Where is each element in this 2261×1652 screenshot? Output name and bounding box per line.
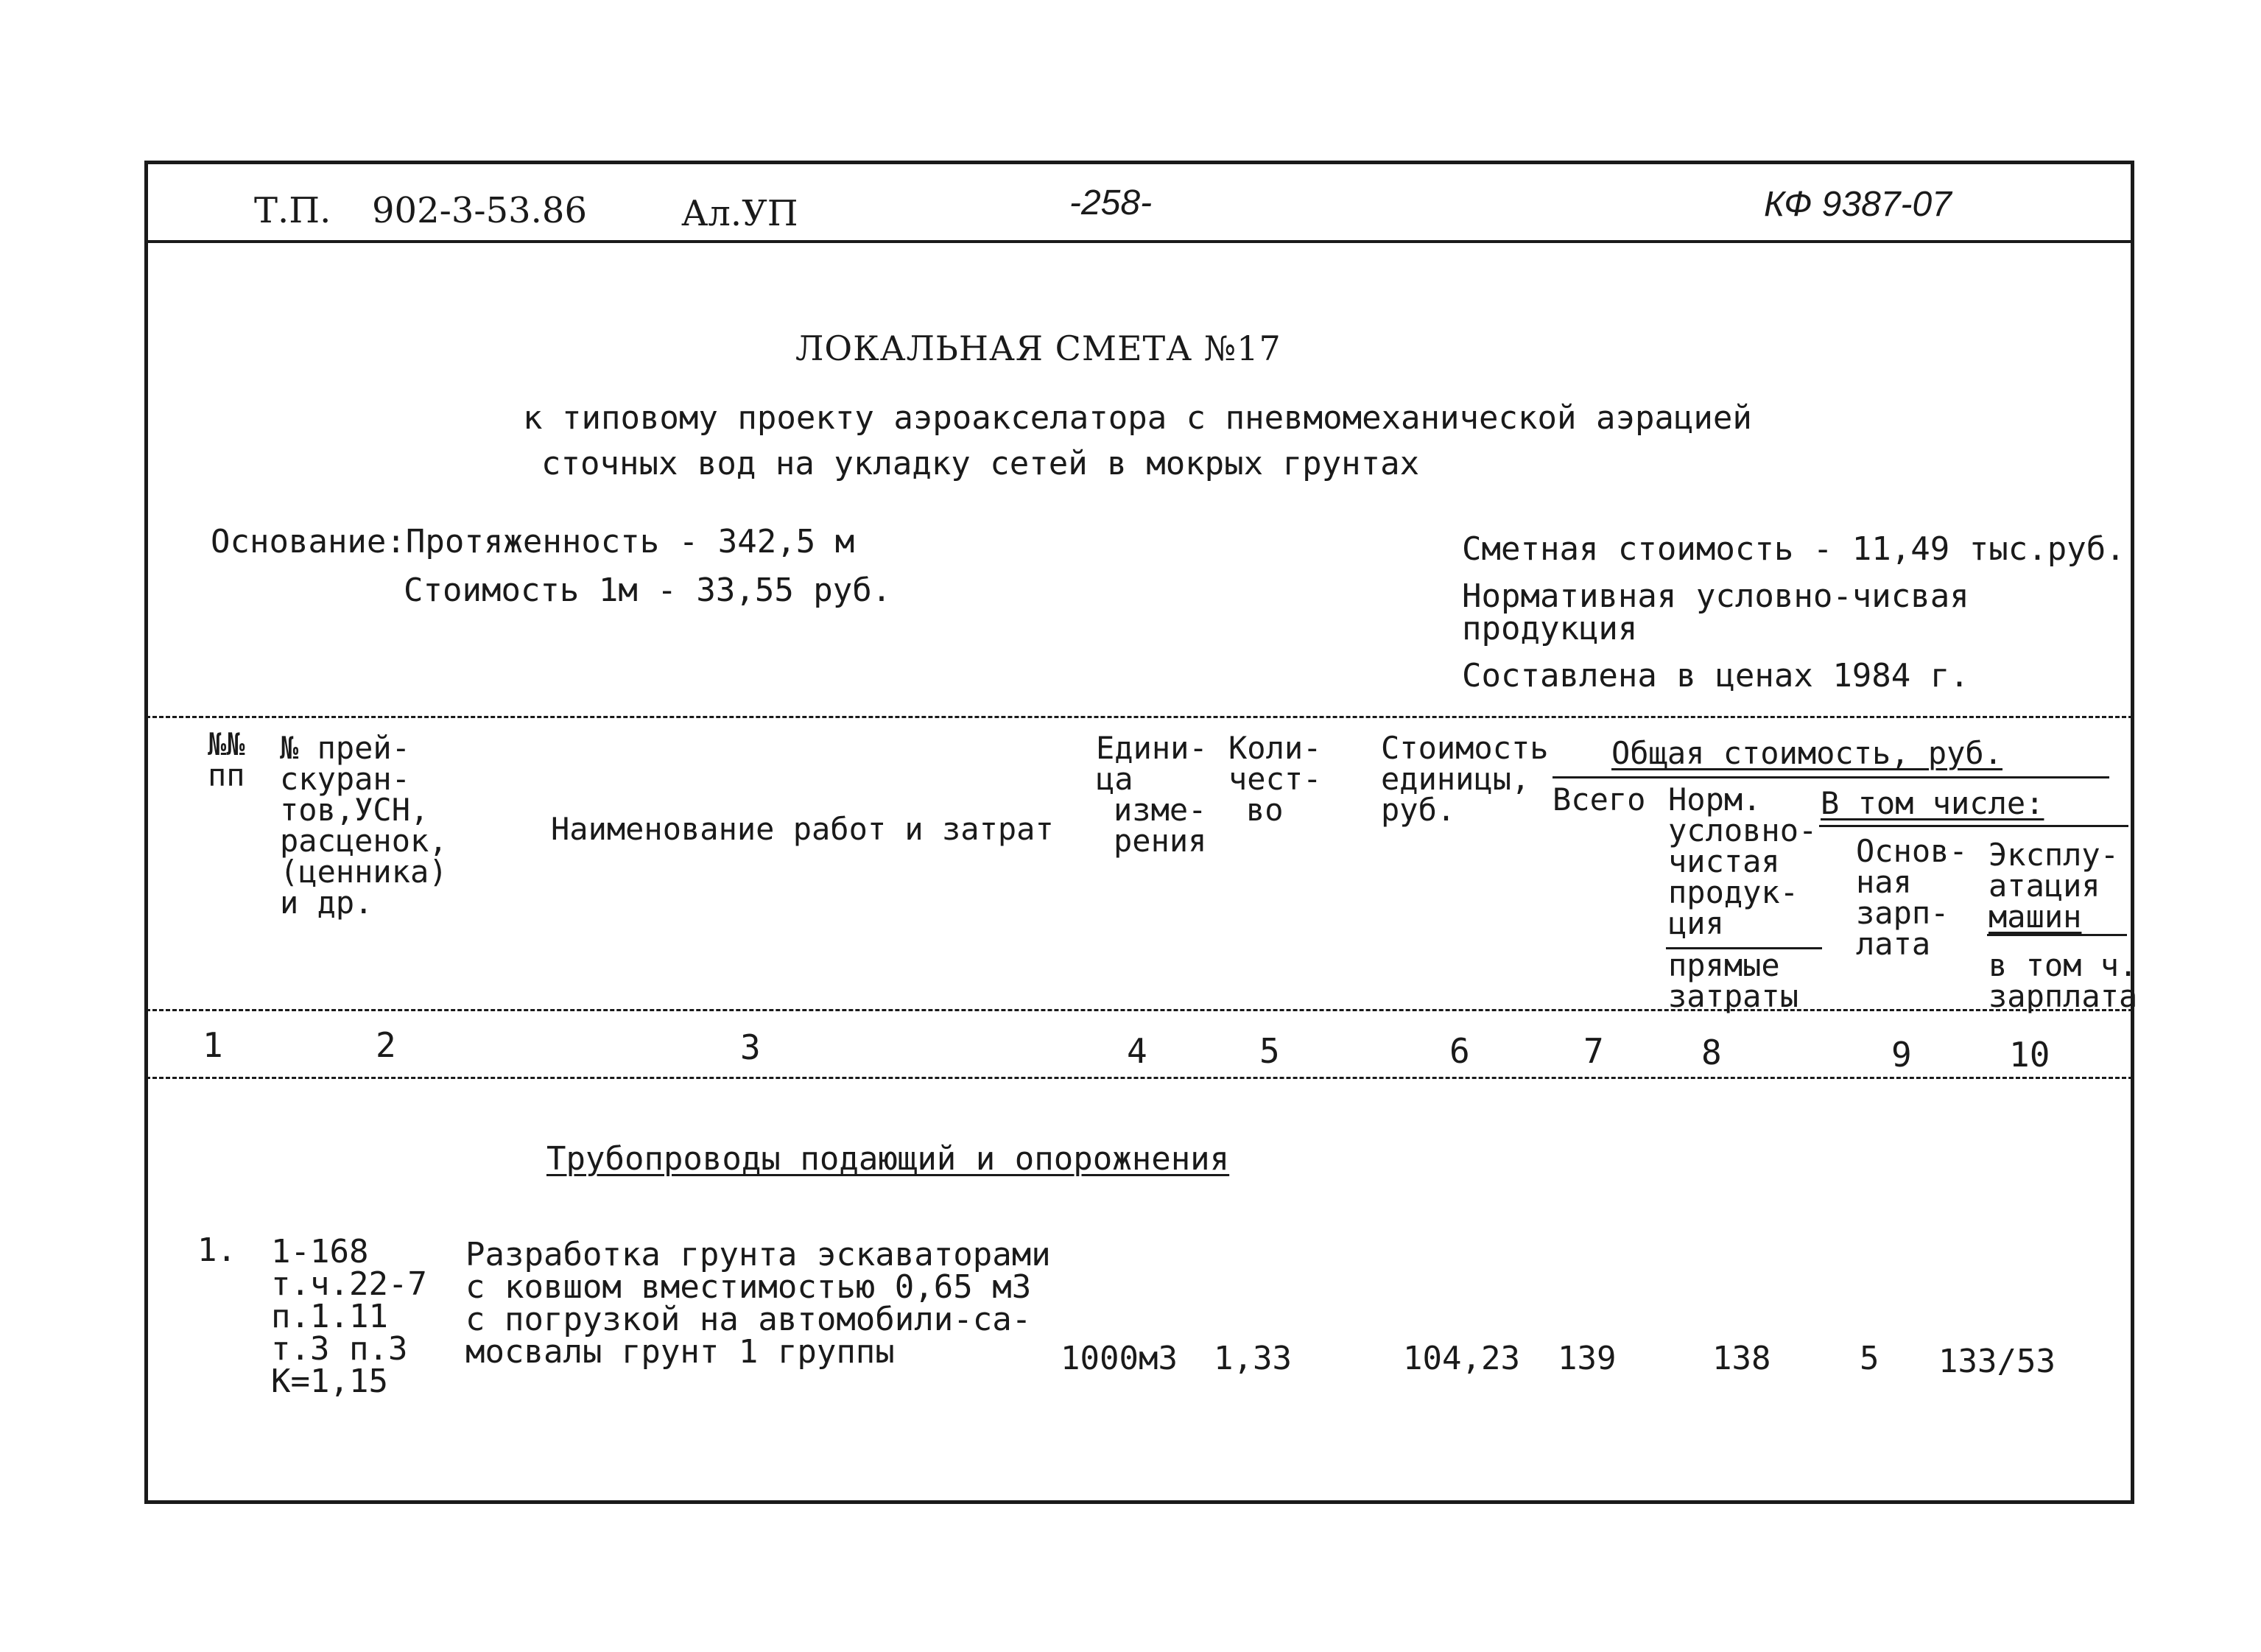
row-direct-costs: 138 — [1712, 1340, 1771, 1377]
col-number-3: 3 — [740, 1027, 761, 1067]
col-header-unit-cost: Стоимость единицы, руб. — [1381, 730, 1549, 828]
col-header-machines: Эксплу- атация машин — [1989, 837, 2120, 935]
row-quantity: 1,33 — [1214, 1340, 1292, 1377]
col-number-1: 1 — [203, 1025, 223, 1065]
row-number: 1. — [197, 1231, 236, 1269]
subtitle-line-1: к типовому проекту аэроакселатора с пневмомеханической аэрацией — [523, 399, 1752, 437]
estimated-cost: Сметная стоимость - 11,49 тыс.руб. — [1462, 530, 2125, 568]
col-number-4: 4 — [1127, 1031, 1147, 1071]
basis-unit-cost: Стоимость 1м - 33,55 руб. — [404, 572, 892, 609]
col-header-quantity: Коли- чест- во — [1228, 730, 1322, 828]
album-label: Ал.УП — [681, 193, 798, 234]
header-bottom-line — [146, 1009, 2133, 1011]
row-work-name: Разработка грунта эскаваторами с ковшом вместимостью 0,65 м3 с погрузкой на автомобили-са- мосвалы грунт 1 группы — [465, 1236, 1051, 1371]
subtitle-line-2: сточных вод на укладку сетей в мокрых грунтах — [541, 445, 1420, 482]
row-reference: 1-168 т.ч.22-7 п.1.11 т.3 п.3 К=1,15 — [271, 1233, 427, 1400]
col-header-normative: Норм. условно- чистая продук- ция — [1668, 781, 1818, 941]
tp-label: Т.П. — [254, 190, 331, 231]
col-header-work-name: Наименование работ и затрат — [551, 811, 1054, 847]
col-header-base-salary: Основ- ная зарп- лата — [1856, 833, 1968, 962]
col-header-direct-costs: прямые затраты — [1668, 947, 1799, 1014]
page-number: -258- — [1069, 183, 1153, 222]
col-number-6: 6 — [1449, 1031, 1470, 1071]
col-header-reference: № прей- скуран- тов,УСН, расценок, (ценника) и др. — [280, 730, 448, 921]
row-machines: 133/53 — [1938, 1343, 2056, 1380]
col-header-no: №№ пп — [208, 726, 245, 793]
project-code: 902-3-53.86 — [372, 190, 588, 231]
col-header-unit: Едини- ца изме- рения — [1096, 730, 1208, 859]
col-number-7: 7 — [1583, 1031, 1604, 1071]
col-header-including: В том числе: — [1821, 785, 2044, 821]
row-unit: 1000м3 — [1061, 1340, 1178, 1377]
column-numbers-bottom-line — [146, 1077, 2133, 1079]
normative-product — [1462, 577, 1969, 647]
total-cost-underline — [1553, 776, 2109, 778]
estimate-title: ЛОКАЛЬНАЯ СМЕТА №17 — [795, 328, 1281, 368]
section-title: Трубопроводы подающий и опорожнения — [546, 1140, 1230, 1178]
col-header-total-cost: Общая стоимость, руб. — [1611, 735, 2003, 771]
price-basis: Составлена в ценах 1984 г. — [1462, 657, 1969, 695]
col-number-10: 10 — [2009, 1035, 2050, 1075]
normative-line-1: Нормативная условно-чисвая — [1462, 577, 1969, 615]
row-unit-cost: 104,23 — [1403, 1340, 1520, 1377]
col-header-total: Всего — [1553, 781, 1646, 818]
header-divider — [146, 240, 2133, 243]
table-top-line — [146, 716, 2133, 718]
col-number-2: 2 — [376, 1025, 396, 1065]
document-code: КФ 9387-07 — [1764, 185, 1952, 224]
col-number-8: 8 — [1701, 1033, 1722, 1072]
including-underline — [1819, 825, 2128, 827]
machines-divider — [1987, 934, 2127, 936]
row-base-salary: 5 — [1860, 1340, 1880, 1377]
normative-line-2: продукция — [1462, 610, 1638, 647]
row-total: 139 — [1558, 1340, 1617, 1377]
basis-length: Основание:Протяженность - 342,5 м — [211, 523, 855, 560]
col-number-9: 9 — [1891, 1035, 1912, 1075]
col-number-5: 5 — [1259, 1031, 1280, 1071]
col-header-machines-salary: в том ч. зарплата — [1989, 947, 2138, 1014]
